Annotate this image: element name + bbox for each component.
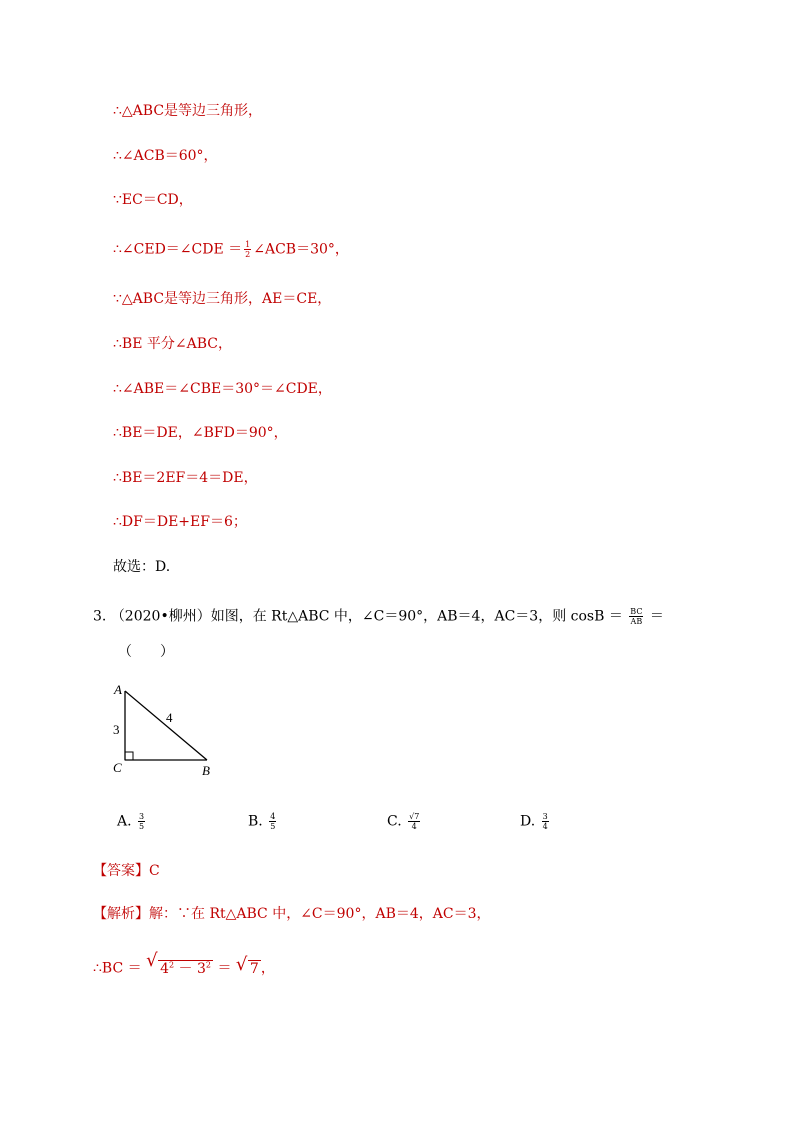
solution-line: ∴∠ABE＝∠CBE＝30°＝∠CDE， [113, 381, 332, 397]
solution-line: ∴BE＝DE，∠BFD＝90°， [113, 425, 288, 441]
solution-line: ∴△ABC是等边三角形， [113, 103, 263, 119]
side-ab-label: 4 [166, 710, 173, 725]
analysis-line [93, 905, 491, 923]
side-ac-label: 3 [113, 722, 120, 737]
solution-line: 故选：D. [113, 559, 171, 575]
bc-computation: ∴BC ＝ √ $4^2 - 3^2$ ＝ √ 7 ， [93, 950, 275, 977]
solution-line: ∵EC＝CD， [113, 192, 193, 208]
answer-tag: 【答案】 [93, 863, 149, 879]
fraction-bc-ab: $\frac{BC}{AB}$ [630, 607, 643, 626]
analysis-text: 解：∵在 Rt△ABC 中，∠C＝90°，AB＝4，AC＝3， [149, 906, 491, 922]
vertex-a-label: A [114, 682, 122, 697]
solution-line: ∵△ABC是等边三角形，AE＝CE， [113, 291, 332, 307]
solution-line: ∴∠ACB＝60°， [113, 148, 218, 164]
side-ab [125, 691, 207, 760]
vertex-b-label: B [202, 763, 210, 778]
triangle-figure [108, 682, 228, 782]
solution-line: ∴BE＝2EF＝4＝DE， [113, 470, 258, 486]
solution-line: ∴DF＝DE+EF＝6； [113, 514, 247, 530]
question-stem [93, 607, 664, 626]
question-tail: ＝ [649, 608, 664, 625]
choice-b[interactable]: B. $\frac{4}{5}$ [248, 812, 276, 831]
solution-text: ∠ACB＝30°， [253, 241, 349, 258]
question-number: 3. [93, 608, 107, 625]
answer-blank: （ ） [118, 644, 174, 660]
answer-line [93, 862, 160, 880]
choice-d[interactable]: D. $\frac{3}{4}$ [520, 812, 548, 831]
fraction-half: $\frac{1}{2}$ [245, 240, 251, 259]
sqrt-expression: √ $4^2 - 3^2$ [146, 950, 212, 977]
analysis-tag: 【解析】 [93, 906, 149, 922]
solution-text: ∴∠CED＝∠CDE ＝ [113, 241, 243, 258]
question-text: （2020•柳州）如图，在 Rt△ABC 中，∠C＝90°，AB＝4，AC＝3，则 cosB ＝ [110, 608, 623, 625]
vertex-c-label: C [113, 760, 122, 775]
right-angle-mark [125, 752, 133, 760]
choice-c[interactable]: C. $\frac{√7}{4}$ [387, 812, 420, 831]
choice-a[interactable]: A. $\frac{3}{5}$ [117, 812, 145, 831]
solution-line: ∴BE 平分∠ABC， [113, 336, 232, 352]
solution-line [113, 240, 349, 259]
sqrt-result: √ 7 [235, 953, 259, 977]
answer-value: C [149, 863, 160, 879]
